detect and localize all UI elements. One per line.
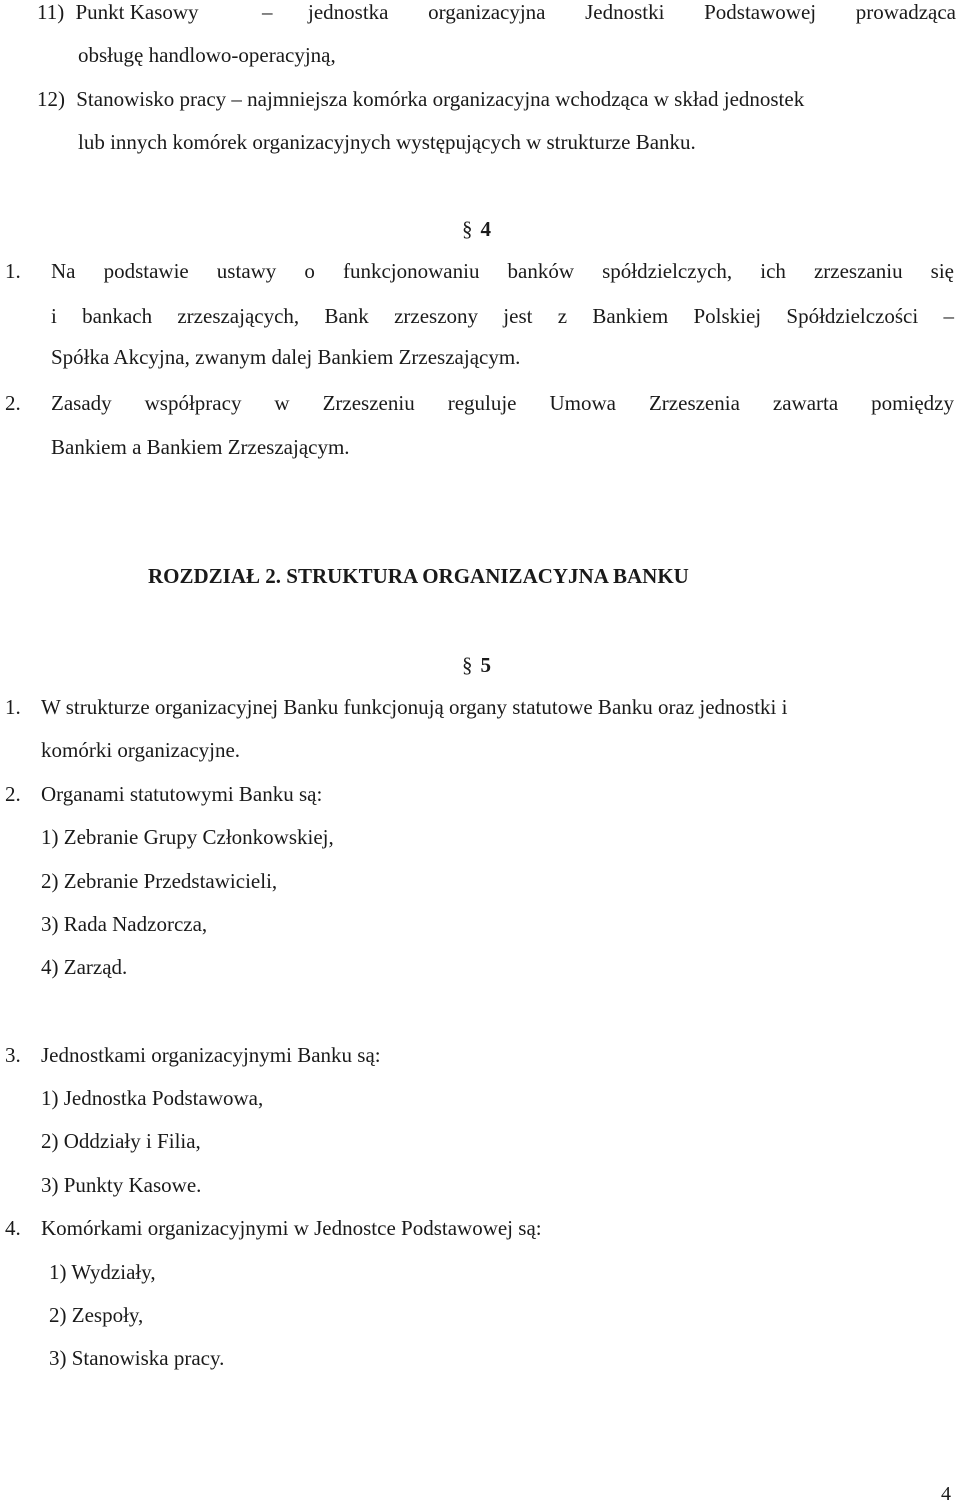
list-item: 1) Zebranie Grupy Członkowskiej, xyxy=(41,825,334,849)
sec5-p1-line2: komórki organizacyjne. xyxy=(41,738,241,762)
list-item: 4) Zarząd. xyxy=(41,955,128,979)
sec4-p1-line3: Spółka Akcyjna, zwanym dalej Bankiem Zrzeszającym. xyxy=(51,345,521,369)
item-11-number: 11) xyxy=(37,0,65,24)
chapter-heading: ROZDZIAŁ 2. STRUKTURA ORGANIZACYJNA BANKU xyxy=(148,564,689,588)
paragraph-sign: § xyxy=(462,217,473,241)
section-4-heading xyxy=(462,214,491,244)
sec5-p2-text: Organami statutowymi Banku są: xyxy=(41,782,323,806)
list-item: 1) Jednostka Podstawowa, xyxy=(41,1086,264,1110)
sec4-p1-line2: i bankach zrzeszających, Bank zrzeszony jest z Bankiem Polskiej Spółdzielczości – xyxy=(51,304,954,328)
sec5-p4-text: Komórkami organizacyjnymi w Jednostce Podstawowej są: xyxy=(41,1216,542,1240)
list-item: 1) Wydziały, xyxy=(49,1260,156,1284)
section-5-heading xyxy=(462,650,491,680)
list-item: 2) Zebranie Przedstawicieli, xyxy=(41,869,278,893)
section-number: 4 xyxy=(480,217,491,241)
item-12-line2: lub innych komórek organizacyjnych występujących w strukturze Banku. xyxy=(78,130,696,154)
item-11-term: Punkt Kasowy xyxy=(75,0,199,24)
paragraph-sign: § xyxy=(462,653,473,677)
list-item: 3) Rada Nadzorcza, xyxy=(41,912,208,936)
section-number: 5 xyxy=(480,653,491,677)
item-11-line2: obsługę handlowo-operacyjną, xyxy=(78,43,336,67)
item-11-line1 xyxy=(37,0,957,27)
sec5-p3-number: 3. xyxy=(5,1043,21,1067)
list-item: 3) Stanowiska pracy. xyxy=(49,1346,225,1370)
sec4-p2-number: 2. xyxy=(5,391,21,415)
item-12-number: 12) xyxy=(37,87,65,111)
sec4-p1-line1: Na podstawie ustawy o funkcjonowaniu banków spółdzielczych, ich zrzeszaniu się xyxy=(51,259,954,283)
sec5-p1-line1: W strukturze organizacyjnej Banku funkcjonują organy statutowe Banku oraz jednostki i xyxy=(41,695,788,719)
list-item: 3) Punkty Kasowe. xyxy=(41,1173,202,1197)
page-number: 4 xyxy=(941,1483,951,1505)
sec4-p2-line2: Bankiem a Bankiem Zrzeszającym. xyxy=(51,435,350,459)
item-12-text: Stanowisko pracy – najmniejsza komórka organizacyjna wchodząca w skład jednostek xyxy=(76,87,805,111)
item-11-dash: – xyxy=(262,0,273,24)
sec4-p1-number: 1. xyxy=(5,259,21,283)
list-item: 2) Oddziały i Filia, xyxy=(41,1129,201,1153)
sec5-p3-text: Jednostkami organizacyjnymi Banku są: xyxy=(41,1043,381,1067)
sec5-p2-number: 2. xyxy=(5,782,21,806)
item-12-line1 xyxy=(37,84,804,114)
sec5-p1-number: 1. xyxy=(5,695,21,719)
sec4-p2-line1: Zasady współpracy w Zrzeszeniu reguluje Umowa Zrzeszenia zawarta pomiędzy xyxy=(51,391,954,415)
list-item: 2) Zespoły, xyxy=(49,1303,144,1327)
item-11-definition: jednostka organizacyjna Jednostki Podstawowej prowadząca xyxy=(308,0,956,24)
sec5-p4-number: 4. xyxy=(5,1216,21,1240)
